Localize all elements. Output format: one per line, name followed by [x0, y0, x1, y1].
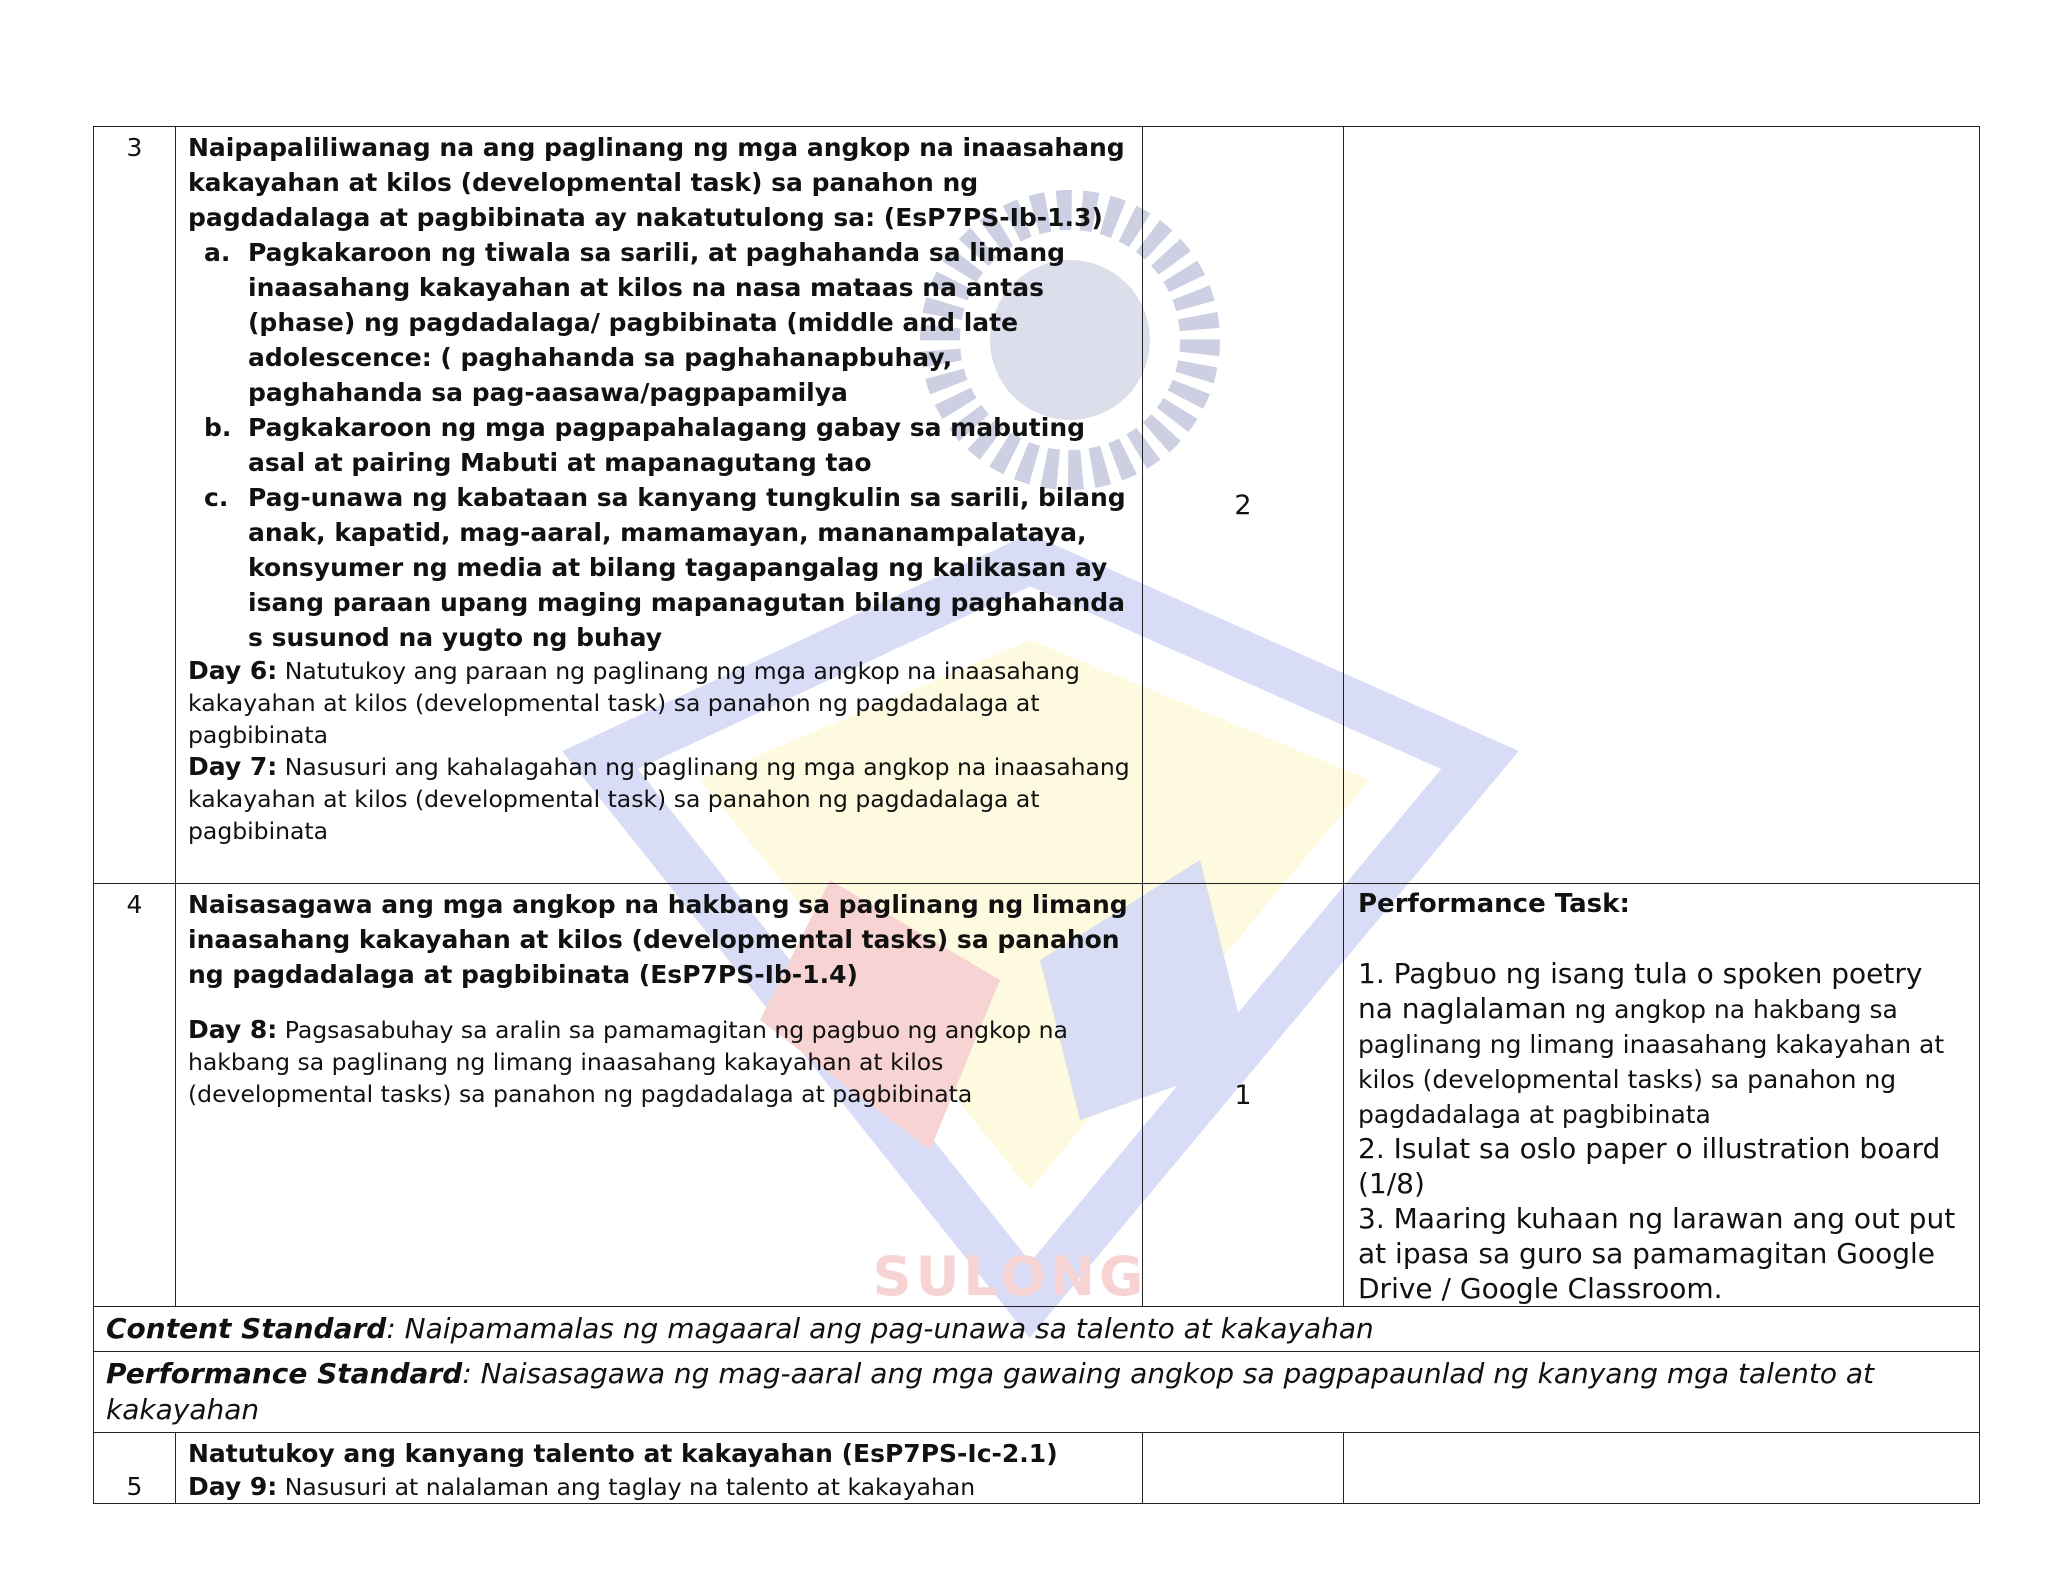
content-standard-row — [94, 1307, 1980, 1352]
day-entry: Day 9: Nasusuri at nalalaman ang taglay na talento at kakayahan — [188, 1472, 976, 1501]
list-item: b. Pagkakaroon ng mga pagpapahalagang gabay sa mabuting asal at pairing Mabuti at mapanagutang tao — [204, 413, 1086, 477]
competency-sublist — [188, 235, 1130, 655]
competency-cell — [176, 884, 1143, 1307]
performance-task-title: Performance Task: — [1358, 889, 1630, 919]
performance-standard: Performance Standard: Naisasagawa ng mag-aaral ang mga gawaing angkop sa pagpapaunlad ng kanyang mga talento at kakayahan — [94, 1352, 1980, 1433]
row-number: 5 — [94, 1433, 176, 1504]
table-row — [94, 884, 1980, 1307]
day-entry: Day 8: Pagsasabuhay sa aralin sa pamamagitan ng pagbuo ng angkop na hakbang sa paglinang ng limang inaasahang kakayahan at kilos (developmental tasks) sa panahon ng pagdadalaga at pagbibinata — [188, 1015, 1068, 1108]
table-row — [94, 1433, 1980, 1504]
days-count-cell: 2 — [1143, 127, 1344, 884]
task-item: 3. Maaring kuhaan ng larawan ang out put at ipasa sa guro sa pamamagitan Google Drive / Google Classroom. — [1358, 1202, 1956, 1305]
days-count-cell: 1 — [1143, 884, 1344, 1307]
list-item: c. Pag-unawa ng kabataan sa kanyang tungkulin sa sarili, bilang anak, kapatid, mag-aaral, mamamayan, mananampalataya, konsyumer ng media at bilang tagapangalag ng kalikasan ay isang paraan upang maging mapanagutan bilang paghahanda s susunod na yugto ng buhay — [204, 483, 1126, 652]
performance-standard-row — [94, 1352, 1980, 1433]
watermark-text: SULONG — [872, 1245, 1148, 1308]
competency-cell — [176, 1433, 1143, 1504]
day-entry: Day 6: Natutukoy ang paraan ng paglinang ng mga angkop na inaasahang kakayahan at kilos (developmental task) sa panahon ng pagdadalaga at pagbibinata — [188, 656, 1080, 749]
remarks-cell — [1344, 127, 1980, 884]
task-item: 2. Isulat sa oslo paper o illustration board (1/8) — [1358, 1132, 1941, 1200]
competency-title: Natutukoy ang kanyang talento at kakayahan (EsP7PS-Ic-2.1) — [188, 1439, 1058, 1468]
curriculum-table — [93, 126, 1980, 1504]
competency-title: Naipapaliliwanag na ang paglinang ng mga angkop na inaasahang kakayahan at kilos (developmental task) sa panahon ng pagdadalaga at pagbibinata ay nakatutulong sa: (EsP7PS-Ib-1.3) — [188, 133, 1125, 232]
task-item: 1. Pagbuo ng isang tula o spoken poetry na naglalaman ng angkop na hakbang sa paglinang ng limang inaasahang kakayahan at kilos (developmental tasks) sa panahon ng pagdadalaga at pagbibinata — [1358, 957, 1945, 1129]
competency-title: Naisasagawa ang mga angkop na hakbang sa paglinang ng limang inaasahang kakayahan at kilos (developmental tasks) sa panahon ng pagdadalaga at pagbibinata (EsP7PS-Ib-1.4) — [188, 890, 1128, 989]
remarks-cell — [1344, 1433, 1980, 1504]
content-standard: Content Standard: Naipamamalas ng magaaral ang pag-unawa sa talento at kakayahan — [94, 1307, 1980, 1352]
row-number: 4 — [94, 884, 176, 1307]
competency-cell — [176, 127, 1143, 884]
table-row — [94, 127, 1980, 884]
curriculum-table-container — [93, 126, 1979, 1504]
list-item: a. Pagkakaroon ng tiwala sa sarili, at paghahanda sa limang inaasahang kakayahan at kilos na nasa mataas na antas (phase) ng pagdadalaga/ pagbibinata (middle and late adolescence: ( paghahanda sa paghahanapbuhay, paghahanda sa pag-aasawa/pagpapamilya — [204, 238, 1066, 407]
row-number: 3 — [94, 127, 176, 884]
performance-task-cell — [1344, 884, 1980, 1307]
day-entry: Day 7: Nasusuri ang kahalagahan ng paglinang ng mga angkop na inaasahang kakayahan at kilos (developmental task) sa panahon ng pagdadalaga at pagbibinata — [188, 752, 1130, 845]
days-count-cell — [1143, 1433, 1344, 1504]
